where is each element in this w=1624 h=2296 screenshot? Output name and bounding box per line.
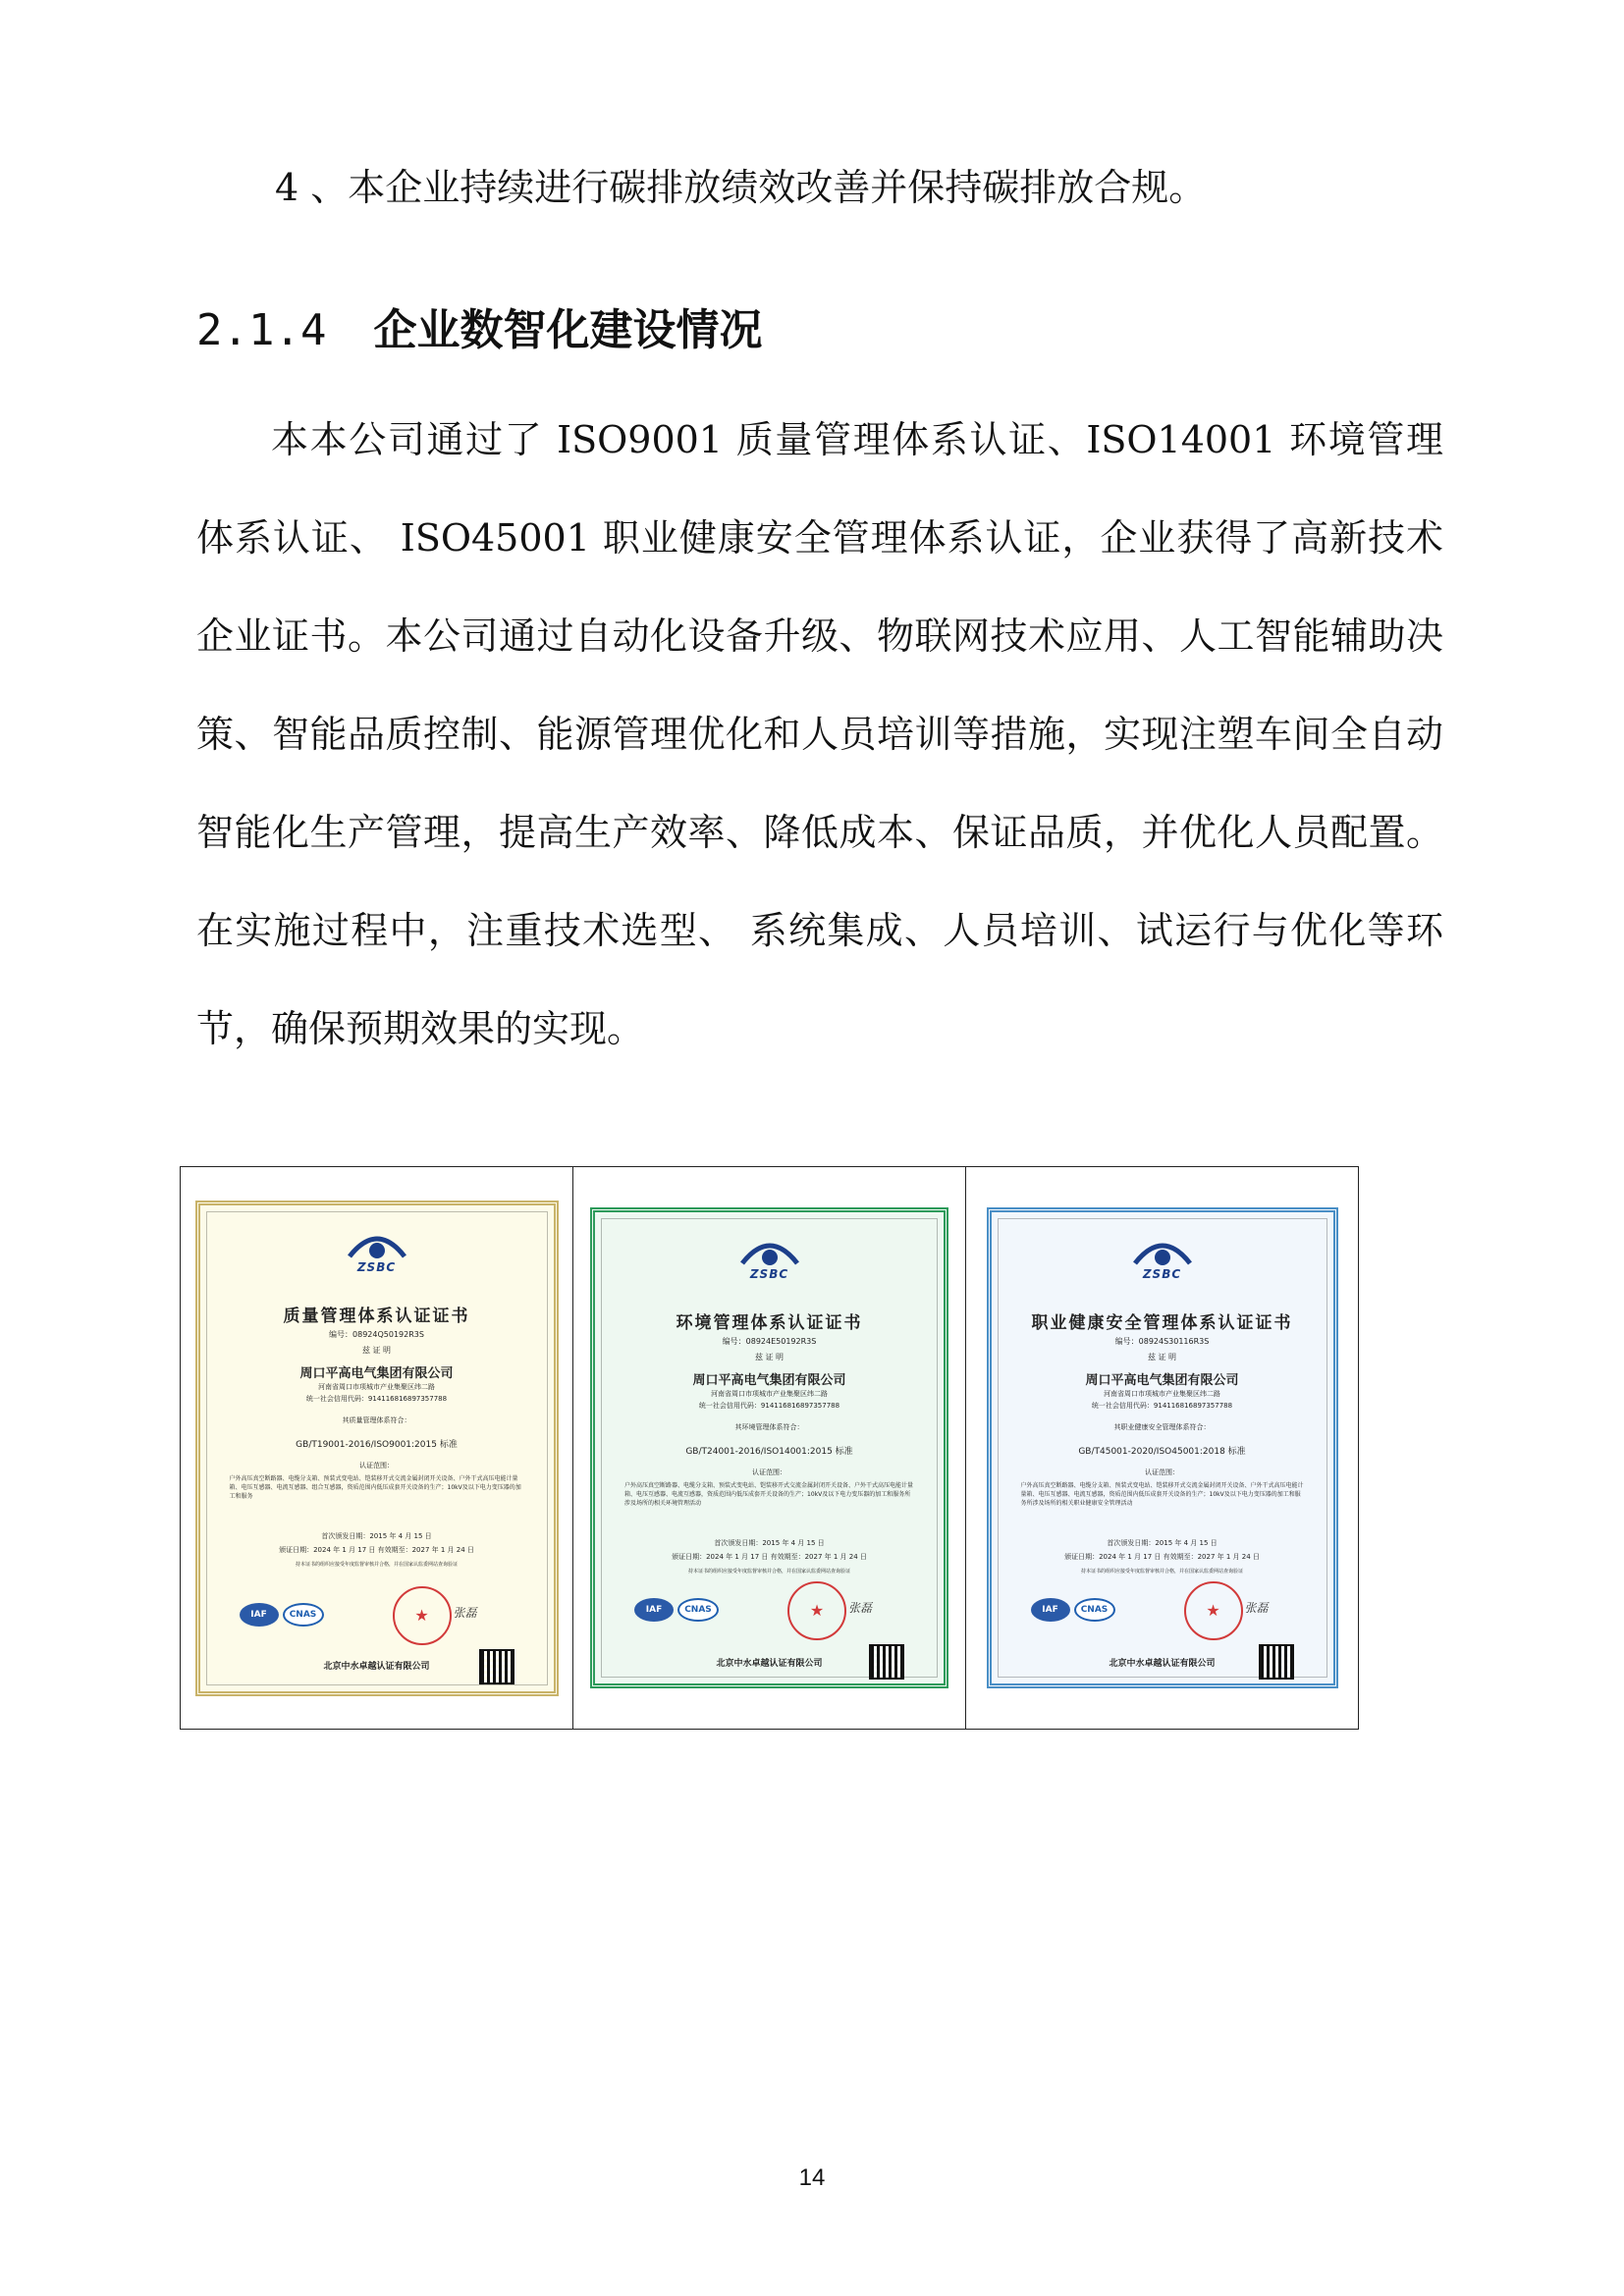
certificate-prove: 兹 证 明 bbox=[361, 1345, 392, 1355]
certificate-org: 北京中水卓越认证有限公司 bbox=[716, 1659, 823, 1669]
certificate-number: 编号：08924Q50192R3S bbox=[329, 1329, 424, 1339]
certificate-org: 北京中水卓越认证有限公司 bbox=[323, 1661, 430, 1672]
cnas-badge: CNAS bbox=[1074, 1598, 1115, 1622]
certificate-scope: 户外高压真空断路器、电缆分支箱、预装式变电站、铠装移开式交流金属封闭开关设备、户外干式高压电能计量箱、电压互感器、电流互感器、组合互感器，资质范围内低压成套开关设备的生产；10kV及以下电力变压器的加工和服务 bbox=[229, 1474, 521, 1500]
certificate-note: 持本证书的组织应接受年度监督审核并合格，并在国家认监委网站查询验证 bbox=[295, 1561, 458, 1568]
body-paragraph: 本本公司通过了 ISO9001 质量管理体系认证、ISO14001 环境管理体系认证、 ISO45001 职业健康安全管理体系认证，企业获得了高新技术企业证书。本公司通过自动化设备升级、物联网技术应用、人工智能辅助决策、智能品质控制、能源管理优化和人员培训等措施，实现注塑车间全自动智能化生产管理，提高生产效率、降低成本、保证品质，并优化人员配置。在实施过程中，注重技术选型、 系统集成、人员培训、试运行与优化等环节，确保预期效果的实现。 bbox=[196, 418, 1443, 1050]
accreditation-badges bbox=[634, 1597, 723, 1622]
certificate-conform: 其质量管理体系符合： bbox=[342, 1415, 411, 1424]
certificate-number: 编号：08924E50192R3S bbox=[722, 1337, 817, 1346]
certificate-number: 编号：08924S30116R3S bbox=[1114, 1337, 1210, 1346]
seal-star-icon: ★ bbox=[1184, 1581, 1243, 1640]
page-number: 14 bbox=[798, 2164, 826, 2191]
cnas-badge: CNAS bbox=[283, 1603, 324, 1627]
certificate-address: 河南省周口市项城市产业集聚区纬二路 bbox=[1104, 1390, 1220, 1398]
certificate-scope-label: 认证范围： bbox=[1145, 1468, 1179, 1476]
iaf-badge: IAF bbox=[240, 1603, 279, 1627]
certificate-note: 持本证书的组织应接受年度监督审核并合格，并在国家认监委网站查询验证 bbox=[1080, 1569, 1243, 1575]
quality-certificate bbox=[195, 1201, 559, 1696]
accreditation-badges bbox=[240, 1602, 328, 1627]
logo-text: ZSBC bbox=[1142, 1267, 1182, 1281]
section-heading bbox=[196, 294, 762, 357]
environment-certificate bbox=[590, 1207, 948, 1688]
section-number: 2.1.4 bbox=[196, 305, 327, 355]
certificate-credit-code: 统一社会信用代码：914116816897357788 bbox=[305, 1394, 448, 1403]
cnas-badge: CNAS bbox=[677, 1598, 719, 1622]
certificate-cell-2 bbox=[573, 1167, 966, 1730]
certificate-standard: GB/T45001-2020/ISO45001:2018 标准 bbox=[1078, 1447, 1246, 1457]
certificate-first-date: 首次颁发日期：2015 年 4 月 15 日 bbox=[714, 1539, 825, 1547]
ohs-certificate bbox=[987, 1207, 1338, 1688]
logo-text: ZSBC bbox=[749, 1267, 789, 1281]
seal-star-icon: ★ bbox=[787, 1581, 846, 1640]
certificate-prove: 兹 证 明 bbox=[754, 1353, 785, 1362]
list-item-4: 4 、本企业持续进行碳排放绩效改善并保持碳排放合规。 bbox=[275, 166, 1207, 209]
certificate-standard: GB/T19001-2016/ISO9001:2015 标准 bbox=[296, 1439, 458, 1450]
certificate-scope: 户外高压真空断路器、电缆分支箱、预装式变电站、铠装移开式交流金属封闭开关设备、户外干式高压电能计量箱、电压互感器、电流互感器，资质范围内低压成套开关设备的生产；10kV及以下电力变压器的加工和服务所涉及场所的相关职业健康安全管理活动 bbox=[1020, 1482, 1304, 1507]
certificate-title: 职业健康安全管理体系认证证书 bbox=[1031, 1313, 1293, 1333]
certificate-title: 质量管理体系认证证书 bbox=[283, 1306, 470, 1326]
certificate-standard: GB/T24001-2016/ISO14001:2015 标准 bbox=[685, 1447, 853, 1457]
certificate-company: 周口平高电气集团有限公司 bbox=[1085, 1373, 1239, 1388]
accreditation-badges bbox=[1031, 1597, 1119, 1622]
certificate-scope-label: 认证范围： bbox=[359, 1461, 394, 1469]
certificate-prove: 兹 证 明 bbox=[1147, 1353, 1177, 1362]
certificate-company: 周口平高电气集团有限公司 bbox=[299, 1365, 454, 1381]
certificate-address: 河南省周口市项城市产业集聚区纬二路 bbox=[711, 1390, 828, 1398]
signature: 张磊 bbox=[453, 1605, 477, 1620]
certificate-first-date: 首次颁发日期：2015 年 4 月 15 日 bbox=[321, 1531, 432, 1540]
certificate-credit-code: 统一社会信用代码：914116816897357788 bbox=[1091, 1402, 1233, 1410]
certificate-issue-date: 颁证日期：2024 年 1 月 17 日 有效期至：2027 年 1 月 24 日 bbox=[279, 1545, 474, 1554]
section-title: 企业数智化建设情况 bbox=[373, 305, 763, 355]
iaf-badge: IAF bbox=[634, 1598, 674, 1622]
iaf-badge: IAF bbox=[1031, 1598, 1070, 1622]
certificate-table bbox=[180, 1166, 1359, 1730]
signature: 张磊 bbox=[1244, 1601, 1269, 1615]
certificate-conform: 其职业健康安全管理体系符合： bbox=[1113, 1423, 1211, 1431]
certificate-first-date: 首次颁发日期：2015 年 4 月 15 日 bbox=[1107, 1539, 1218, 1547]
certificate-note: 持本证书的组织应接受年度监督审核并合格，并在国家认监委网站查询验证 bbox=[687, 1569, 850, 1575]
seal-star-icon: ★ bbox=[393, 1586, 452, 1645]
certificate-conform: 其环境管理体系符合： bbox=[734, 1423, 804, 1431]
certificate-cell-1 bbox=[181, 1167, 573, 1730]
certificate-scope-label: 认证范围： bbox=[752, 1468, 786, 1476]
certificate-title: 环境管理体系认证证书 bbox=[676, 1313, 863, 1333]
certificate-scope: 户外高压真空断路器、电缆分支箱、预装式变电站、铠装移开式交流金属封闭开关设备、户外干式高压电能计量箱、电压互感器、电流互感器，资质范围内低压成套开关设备的生产；10kV及以下电力变压器的加工和服务所涉及场所的相关环境管理活动 bbox=[624, 1482, 914, 1507]
certificate-address: 河南省周口市项城市产业集聚区纬二路 bbox=[318, 1382, 435, 1391]
certificate-org: 北京中水卓越认证有限公司 bbox=[1109, 1659, 1216, 1669]
signature: 张磊 bbox=[848, 1601, 873, 1615]
certificate-issue-date: 颁证日期：2024 年 1 月 17 日 有效期至：2027 年 1 月 24 日 bbox=[1064, 1553, 1260, 1561]
certificate-credit-code: 统一社会信用代码：914116816897357788 bbox=[698, 1402, 840, 1410]
logo-text: ZSBC bbox=[356, 1259, 397, 1274]
certificate-company: 周口平高电气集团有限公司 bbox=[692, 1373, 846, 1388]
certificate-cell-3 bbox=[966, 1167, 1359, 1730]
certificate-issue-date: 颁证日期：2024 年 1 月 17 日 有效期至：2027 年 1 月 24 日 bbox=[672, 1553, 867, 1561]
